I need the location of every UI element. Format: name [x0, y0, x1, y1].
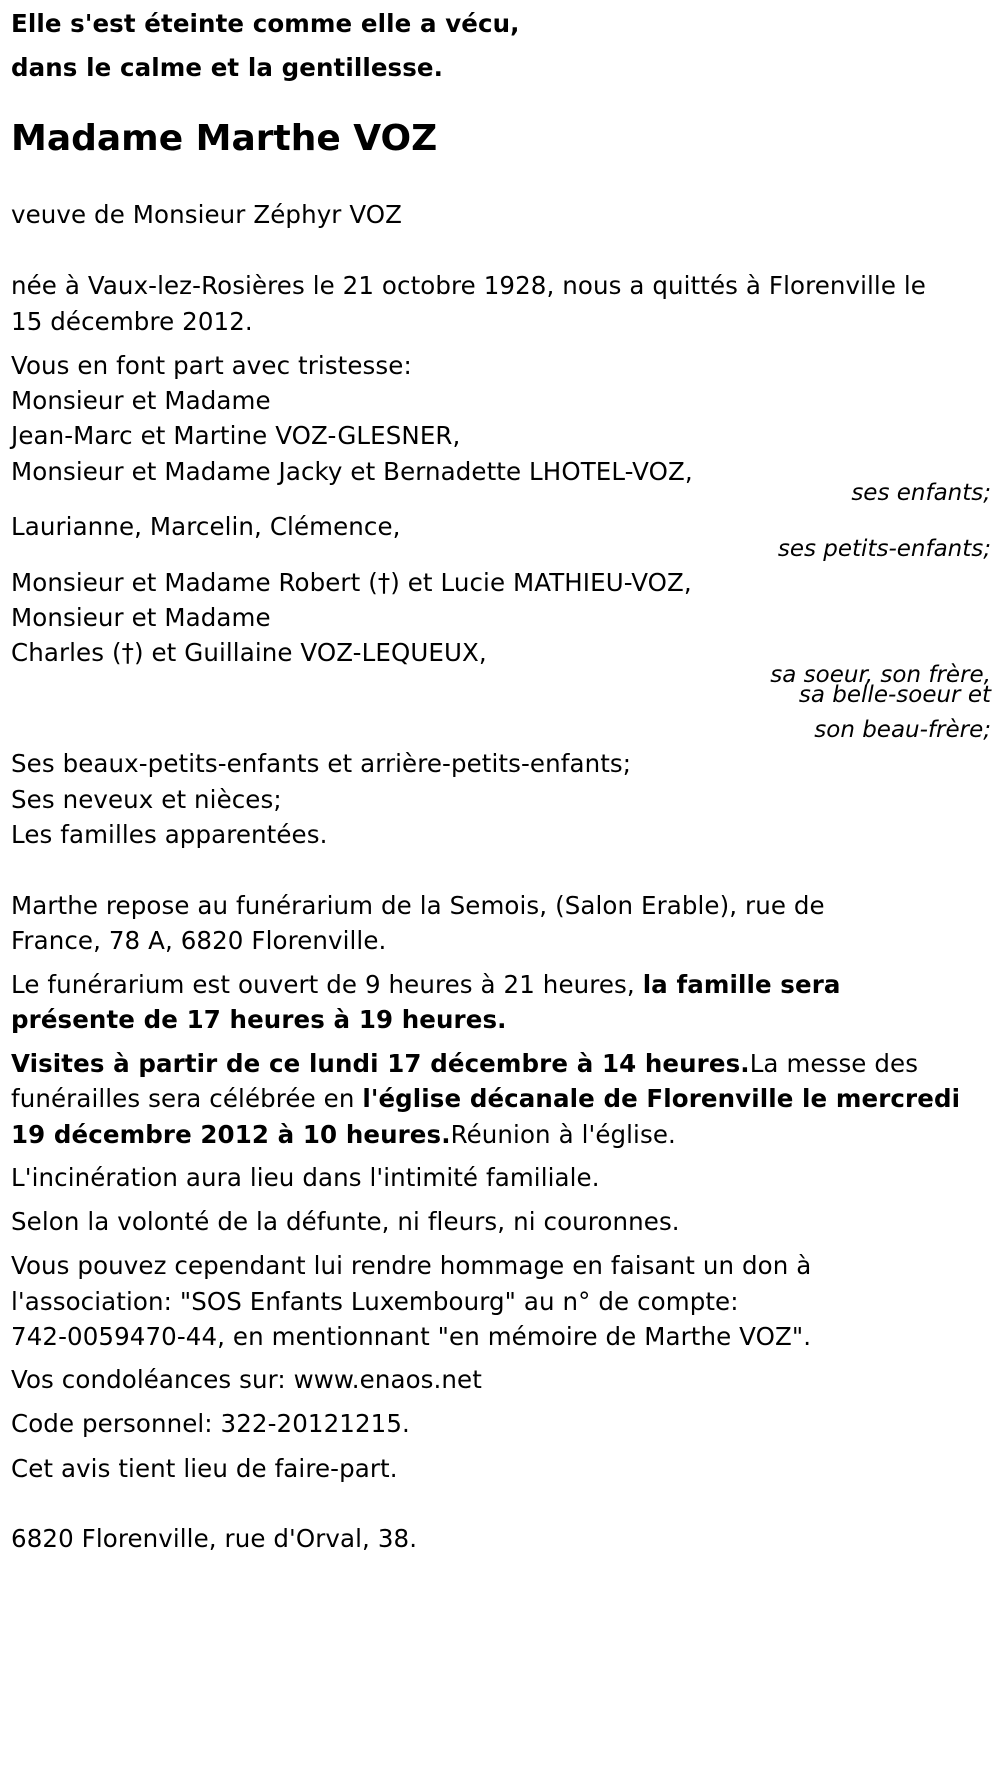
widow-of: veuve de Monsieur Zéphyr VOZ [11, 200, 403, 229]
grandchildren-relation: ses petits-enfants; [777, 536, 991, 562]
flowers: Selon la volonté de la défunte, ni fleurs, ni couronnes. [11, 1207, 680, 1236]
others-line-3: Les familles apparentées. [11, 820, 328, 849]
visits-line-2 [11, 1084, 961, 1113]
personal-code: Code personnel: 322-20121215. [11, 1409, 410, 1438]
birth-death-line-1: née à Vaux-lez-Rosières le 21 octobre 1928, nous a quittés à Florenville le [11, 271, 926, 300]
mass-location-intro: funérailles sera célébrée en [11, 1084, 363, 1113]
mass-date: 19 décembre 2012 à 10 heures. [11, 1120, 451, 1149]
children-line-2: Jean-Marc et Martine VOZ-GLESNER, [11, 421, 461, 450]
epigraph-line-1: Elle s'est éteinte comme elle a vécu, [11, 9, 520, 38]
siblings-relation-1: sa soeur, son frère, [770, 662, 991, 688]
donation-line-1: Vous pouvez cependant lui rendre hommage en faisant un don à [11, 1251, 812, 1280]
siblings-line-3: Charles (†) et Guillaine VOZ-LEQUEUX, [11, 638, 487, 667]
donation-line-2: l'association: "SOS Enfants Luxembourg" au n° de compte: [11, 1287, 739, 1316]
children-relation: ses enfants; [851, 480, 991, 506]
hours-line-2: présente de 17 heures à 19 heures. [11, 1005, 507, 1034]
tenant-lieu: Cet avis tient lieu de faire-part. [11, 1454, 398, 1483]
siblings-line-1: Monsieur et Madame Robert (†) et Lucie MATHIEU-VOZ, [11, 568, 692, 597]
address: 6820 Florenville, rue d'Orval, 38. [11, 1524, 418, 1553]
hours-text: Le funérarium est ouvert de 9 heures à 21 heures, [11, 970, 643, 999]
others-line-2: Ses neveux et nièces; [11, 785, 282, 814]
grandchildren-names: Laurianne, Marcelin, Clémence, [11, 512, 401, 541]
announcement-intro: Vous en font part avec tristesse: [11, 351, 412, 380]
incineration: L'incinération aura lieu dans l'intimité familiale. [11, 1163, 600, 1192]
visits-line-1 [11, 1049, 919, 1078]
reunion-note: Réunion à l'église. [450, 1120, 676, 1149]
epigraph-line-2: dans le calme et la gentillesse. [11, 53, 444, 82]
repose-line-1: Marthe repose au funérarium de la Semois, (Salon Erable), rue de [11, 891, 825, 920]
children-line-1: Monsieur et Madame [11, 386, 271, 415]
mass-location: l'église décanale de Florenville le mercredi [362, 1084, 961, 1113]
hours-line-1 [11, 970, 841, 999]
siblings-relation-2: sa belle-soeur et [798, 682, 991, 708]
repose-line-2: France, 78 A, 6820 Florenville. [11, 926, 387, 955]
siblings-relation-3: son beau-frère; [814, 717, 991, 743]
children-line-3: Monsieur et Madame Jacky et Bernadette LHOTEL-VOZ, [11, 457, 693, 486]
hours-family-present: la famille sera [642, 970, 841, 999]
condolences: Vos condoléances sur: www.enaos.net [11, 1365, 482, 1394]
others-line-1: Ses beaux-petits-enfants et arrière-petits-enfants; [11, 749, 632, 778]
birth-death-line-2: 15 décembre 2012. [11, 307, 253, 336]
siblings-line-2: Monsieur et Madame [11, 603, 271, 632]
mass-intro: La messe des [749, 1049, 919, 1078]
deceased-name: Madame Marthe VOZ [11, 118, 438, 159]
visits-line-3 [11, 1120, 676, 1149]
donation-line-3: 742-0059470-44, en mentionnant "en mémoire de Marthe VOZ". [11, 1322, 812, 1351]
visits-start: Visites à partir de ce lundi 17 décembre à 14 heures. [11, 1049, 750, 1078]
